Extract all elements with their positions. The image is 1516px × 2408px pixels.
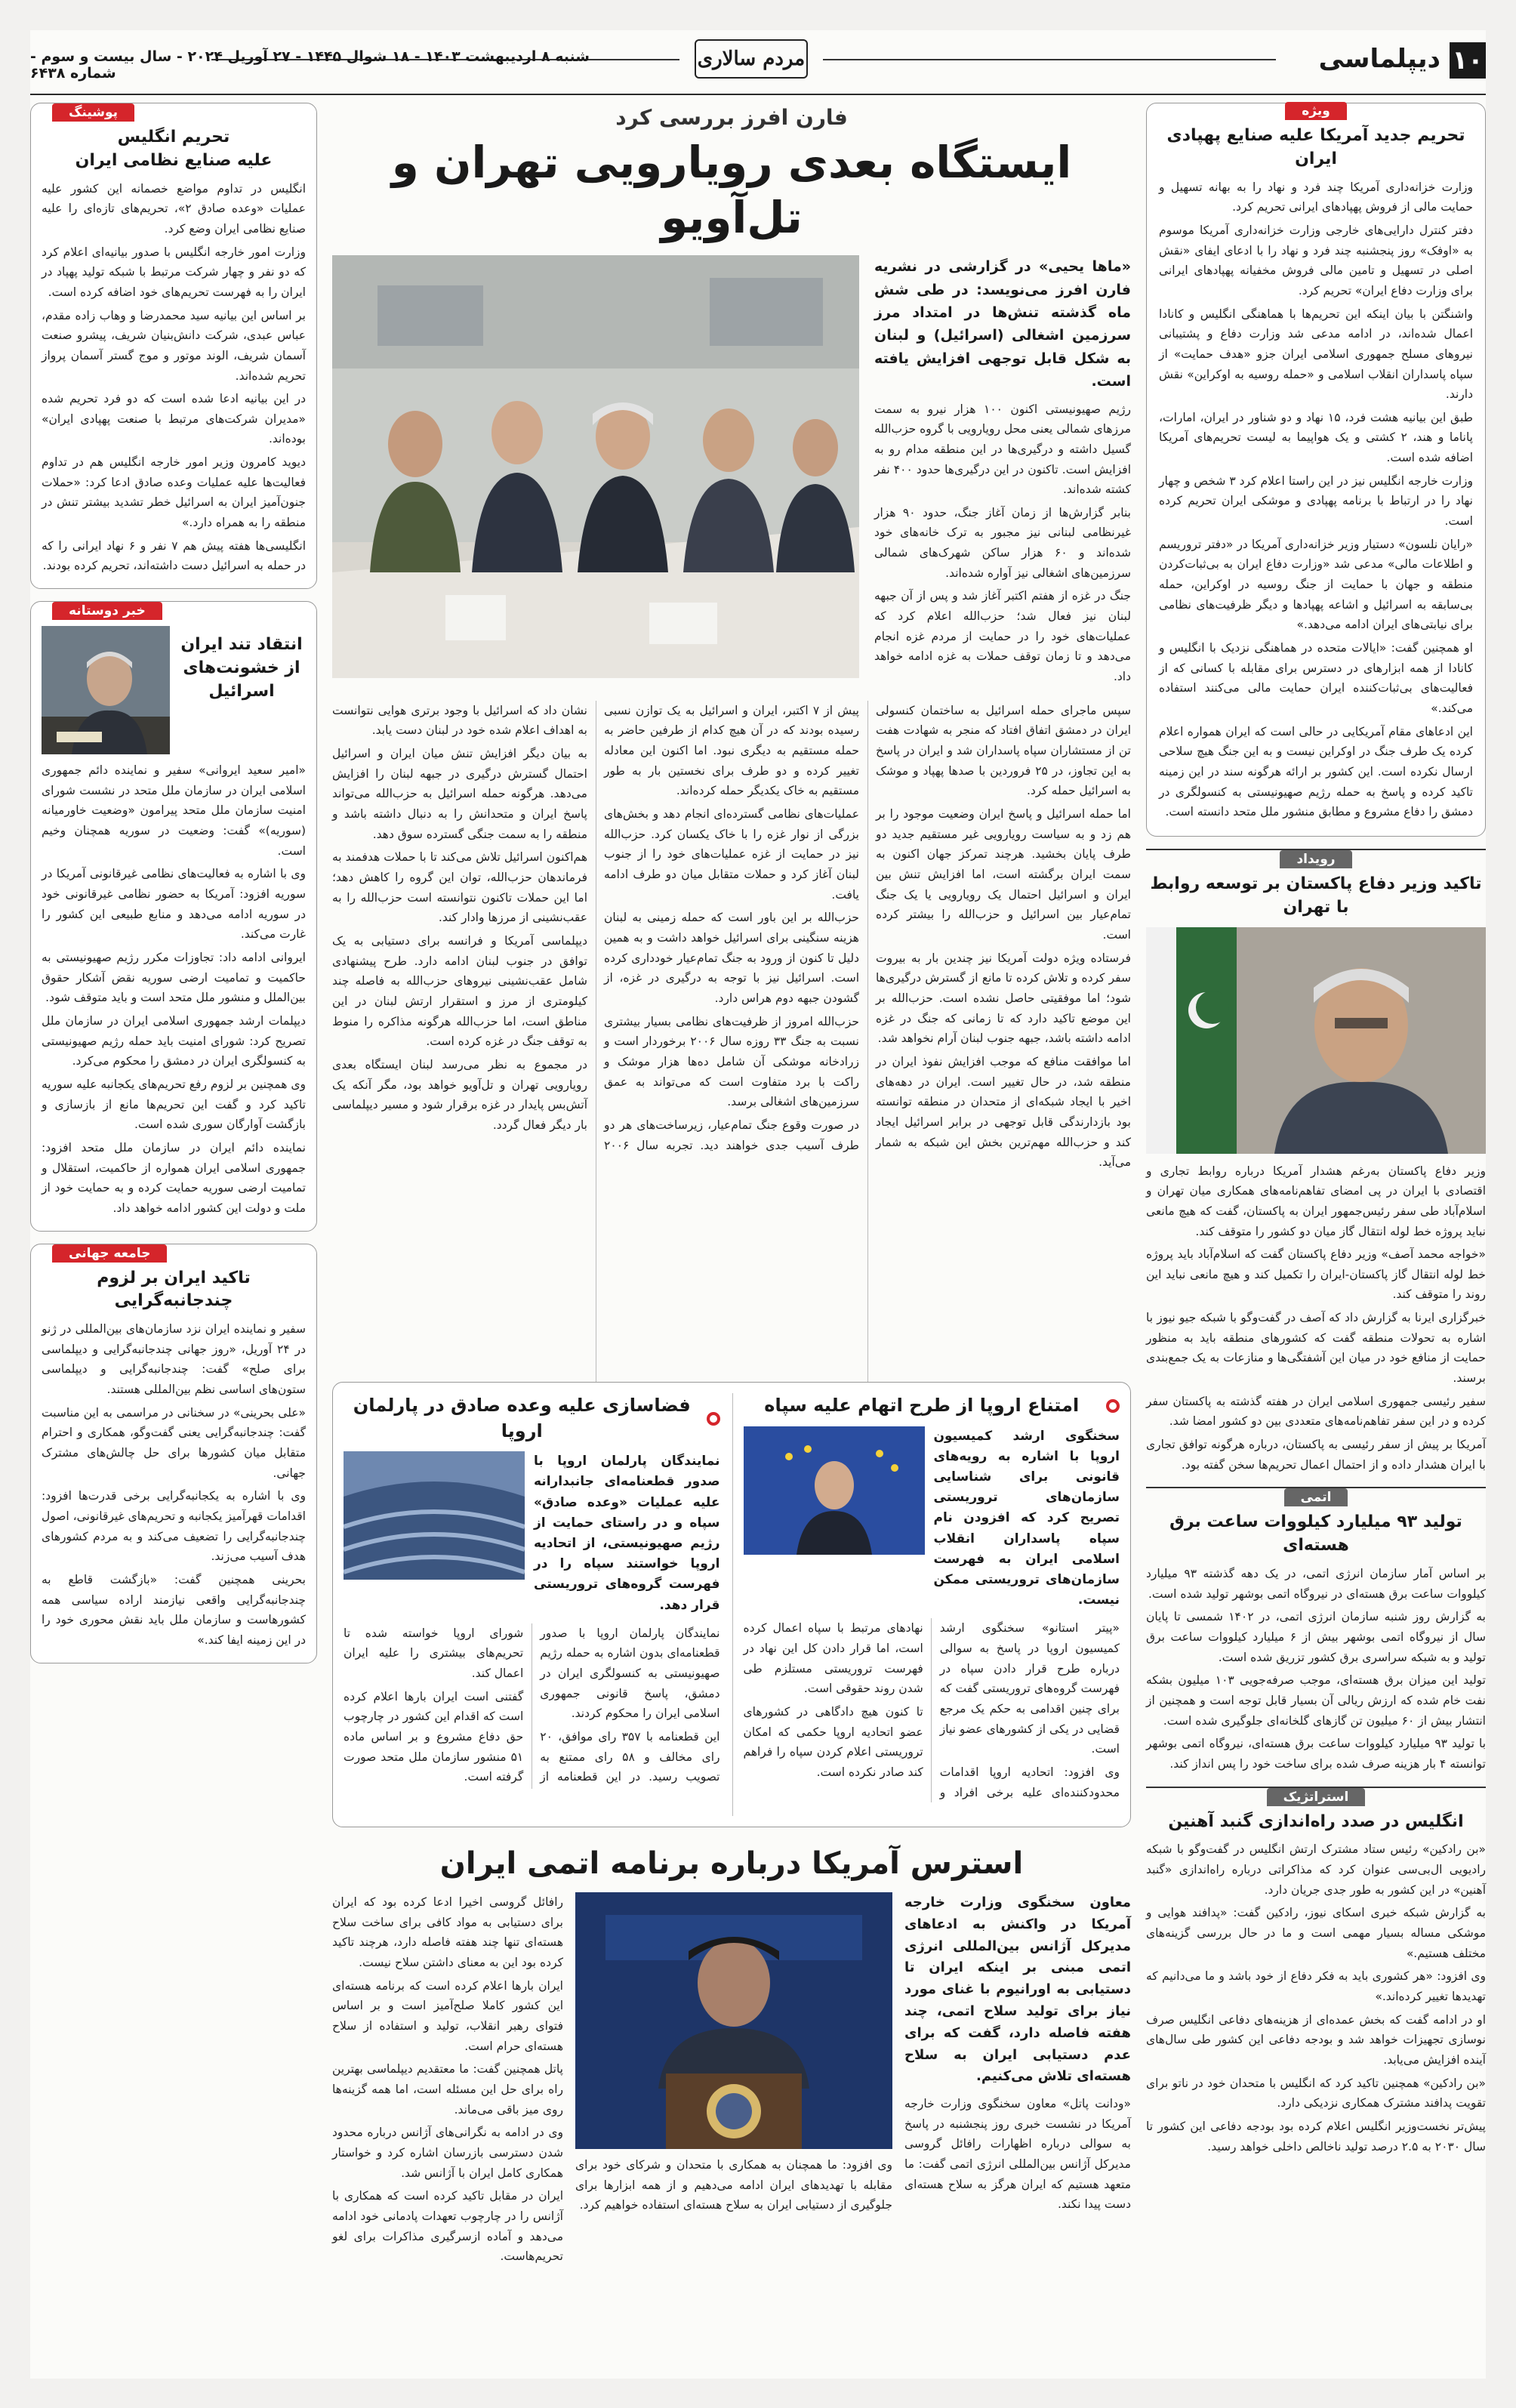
article-body [344,1623,720,1789]
article-header [344,1393,720,1444]
article-body-first [904,2094,1131,2215]
paragraph: «ودانت پاتل» معاون سخنگوی وزارت خارجه آمریکا در نشست خبری روز پنجشنبه در پاسخ به سوالی درباره اظهارات رافائل گروسی مدیرکل آژانس بین‌المللی انرژی اتمی گفت: ما متعهد هستیم که ایران هرگز به سلاح هسته‌ای دست پیدا نکند. [904,2097,1131,2212]
bullet-icon [1106,1399,1120,1413]
article-title: تحریم جدید آمریکا علیه صنایع پهپادی ایران [1166,126,1465,168]
article-iron-dome [1146,1787,1486,2157]
main-story [332,103,1131,1426]
masthead-rule-right [823,59,1276,60]
paragraph: «پیتر استانو» سخنگوی ارشد کمیسیون اروپا در پاسخ به سوالی درباره طرح قرار دادن سپاه در فهرست گروه‌های تروریستی گفت که برای چنین اقدامی به حکم یک مرجع قضایی در یکی از کشورهای عضو نیاز است. [939,1621,1120,1756]
eu-section [332,1382,1131,1827]
paragraph: وزیر دفاع پاکستان به‌رغم هشدار آمریکا درباره روابط تجاری و اقتصادی با ایران در پی امضای تفاهم‌نامه‌های همکاری میان تهران و اسلام‌آباد طی سفر رئیس‌جمهور ایران به پاکستان، گفت که هیچ مانعی نباید پروژه خط لوله انتقال گاز میان دو کشور را متوقف کند. [1146,1164,1486,1238]
article-photo-column [575,1892,892,2270]
paragraph: واشنگتن با بیان اینکه این تحریم‌ها با هماهنگی انگلیس و کانادا اعمال شده‌اند، در ادامه مدعی شد وزارت دفاع و پشتیبانی نیروهای مسلح جمهوری اسلامی ایران جزو «هدف حمایت» از سپاه پاسداران انقلاب اسلامی و «حمله روسیه به اوکراین» نقش دارند. [1159,307,1473,402]
paragraph: وی در ادامه به نگرانی‌های آژانس درباره محدود شدن دسترسی بازرسان اشاره کرد و خواستار همکاری کامل ایران با آژانس شد. [332,2126,563,2180]
page-number: ۱۰ [1450,42,1486,79]
article-body [1159,177,1473,822]
article-body [42,1319,306,1651]
article-lead-column [904,1892,1131,2270]
paragraph: حزب‌الله امروز از ظرفیت‌های نظامی بسیار بیشتری نسبت به جنگ ۳۳ روزه سال ۲۰۰۶ برخوردار است و زرادخانه موشکی آن شامل ده‌ها هزار موشک و راکت با برد متفاوت است که می‌تواند به عمق سرزمین‌های اشغالی برسد. [604,1014,859,1109]
article-pakistan [1146,849,1486,1475]
paragraph: ایران در مقابل تاکید کرده است که همکاری با آژانس را در چارچوب تعهدات پادمانی خود ادامه می‌دهد و آماده ازسرگیری مذاکرات برای لغو تحریم‌هاست. [332,2189,563,2264]
article-body-rest [332,1892,563,2267]
article-top [344,1451,720,1616]
main-lead: «ماها یحیی» در گزارشی در نشریه فارن افرز می‌نویسد: در طی شش ماه گذشته تنش‌ها در امتداد مرز سرزمین اشغالی (اسرائیل) و لبنان به شکل قابل توجهی افزایش یافته است. [874,258,1131,390]
paragraph: در این بیانیه ادعا شده است که دو فرد تحریم شده «مدیران شرکت‌های مرتبط با صنعت پهپادی ایران» بوده‌اند. [42,392,306,446]
main-top-row [332,255,1131,690]
paragraph: حزب‌الله بر این باور است که حمله زمینی به لبنان هزینه سنگینی برای اسرائیل خواهد داشت و به همین دلیل تا کنون از ورود به جنگ تمام‌عیار خودداری کرده است. اسرائیل نیز با توجه به درگیری در غزه، از گشودن جبهه دوم هراس دارد. [604,911,859,1005]
article-nuclear-power [1146,1487,1486,1774]
paragraph: بنابر گزارش‌ها از زمان آغاز جنگ، حدود ۹۰ هزار غیرنظامی لبنانی نیز مجبور به ترک خانه‌های خود شده‌اند و ۶۰ هزار ساکن شهرک‌های شمالی سرزمین‌های اشغالی نیز آواره شده‌اند. [874,505,1132,580]
article-body [1146,1564,1486,1774]
article-body [744,1618,1120,1802]
paragraph: فرستاده ویژه دولت آمریکا نیز چندین بار به بیروت سفر کرده و تلاش کرده تا مانع از گسترش درگیری‌ها شود؛ اما موفقیتی حاصل نشده است. حزب‌الله بر این موضع تاکید دارد که تا زمانی که جنگ در غزه ادامه داشته باشد، جبهه جنوب لبنان آرام نخواهد شد. [876,951,1131,1046]
left-column [30,103,317,1663]
paragraph: سفیر و نماینده ایران نزد سازمان‌های بین‌المللی در ژنو در ۲۴ آوریل، «روز جهانی چندجانبه‌گرایی و دیپلماسی برای صلح» گفت: چندجانبه‌گرایی و دیپلماسی ستون‌های اساسی نظم بین‌المللی هستند. [42,1322,306,1397]
parliament-photo [344,1451,525,1580]
article-body-column [332,1892,563,2270]
parliament-photo-art [344,1451,525,1580]
article-tag: پوشینگ [52,103,134,122]
section-name: دیپلماسی [1318,44,1441,74]
paragraph: بر اساس آمار سازمان انرژی اتمی، در یک دهه گذشته ۹۳ میلیارد کیلووات ساعت برق هسته‌ای در نیروگاه اتمی بوشهر تولید شده است. [1146,1566,1486,1601]
masthead [30,30,1486,95]
cabinet-photo-art [332,255,859,678]
article-tag: اتمی [1284,1488,1348,1506]
paragraph: آمریکا بر پیش از سفر رئیسی به پاکستان، درباره هرگونه توافق تجاری با ایران هشدار داده و از احتمال اعمال تحریم‌ها سخن گفته بود. [1146,1438,1486,1472]
paragraph: به گزارش روز شنبه سازمان انرژی اتمی، در ۱۴۰۲ شمسی تا پایان سال از نیروگاه اتمی بوشهر بیش از ۶ میلیارد کیلووات ساعت برق تولید و به شبکه سراسری برق کشور تزریق شده است. [1146,1610,1486,1664]
paragraph: عملیات‌های نظامی گسترده‌ای انجام دهد و بخش‌های بزرگی از نوار غزه را با خاک یکسان کرد. حزب‌الله نیز در حمایت از غزه عملیات‌های خود را از جنوب لبنان آغاز کرد و حملات متقابل میان دو طرف ادامه یافت. [604,807,859,902]
main-body-first [874,399,1131,687]
paragraph: بحرینی همچنین گفت: «بازگشت قاطع به چندجانبه‌گرایی واقعی نیازمند اراده سیاسی همه کشورهاست و سازمان ملل باید نقش محوری خود را در این زمینه ایفا کند.» [42,1572,306,1647]
issue-line: شنبه ۸ اردیبهشت ۱۴۰۳ - ۱۸ شوال ۱۴۴۵ - ۲۷ آوریل ۲۰۲۴ - سال بیست و سوم - شماره ۶۴۳۸ [30,48,590,82]
article-eu-parliament [344,1393,720,1816]
paragraph: به گزارش شبکه خبری اسکای نیوز، رادکین گفت: «پدافند هوایی و موشکی مساله بسیار مهمی است و ما در حال بررسی گزینه‌های مختلف هستیم.» [1146,1906,1486,1960]
newspaper-logo: مردم سالاری [695,39,808,79]
right-column [1146,103,1486,2160]
article-lead: معاون سخنگوی وزارت خارجه آمریکا در واکنش به ادعاهای مدیرکل آژانس بین‌المللی انرژی اتمی مبنی بر اینکه ایران تا دستیابی به اورانیوم با غنای مورد نیاز برای تولید سلاح اتمی، چند هفته فاصله دارد، گفت که برای عدم دستیابی ایران به سلاح هسته‌ای تلاش می‌کنیم. [904,1895,1131,2085]
paragraph: بر اساس این بیانیه سید محمدرضا و وهاب زاده مقدم، عباس عبدی، شرکت دانش‌بنیان شریف، پیشرو صنعت آسمان شریف، الوند موتور و موج گستر آسمان پرواز تحریم شده‌اند. [42,308,306,383]
newspaper-page [30,30,1486,2379]
paragraph: وزارت امور خارجه انگلیس با صدور بیانیه‌ای اعلام کرد که دو نفر و چهار شرکت مرتبط با شبکه تولید پهپاد در ایران را به فهرست تحریم‌های خود اضافه کرده است. [42,245,306,299]
article-lead: سخنگوی ارشد کمیسیون اروپا با اشاره به رویه‌های قانونی برای شناسایی سازمان‌های تروریستی تصریح کرد که افزودن نام سپاه پاسداران انقلاب اسلامی ایران به فهرست سازمان‌های تروریستی ممکن نیست. [933,1428,1120,1608]
stano-photo-art [744,1426,925,1555]
paragraph: گفتنی است ایران بارها اعلام کرده است که اقدام این کشور در چارچوب حق دفاع مشروع و بر اساس ماده ۵۱ منشور سازمان ملل متحد صورت گرفته است. [344,1689,524,1784]
paragraph: «خواجه محمد آصف» وزیر دفاع پاکستان گفت که اسلام‌آباد باید پروژه خط لوله انتقال گاز پاکستان-ایران را تکمیل کند و هیچ مانعی نباید این روند را متوقف کند. [1146,1247,1486,1302]
paragraph: پیش‌تر نخست‌وزیر انگلیس اعلام کرده بود بودجه دفاعی این کشور تا سال ۲۰۳۰ به ۲.۵ درصد تولید ناخالص داخلی خواهد رسید. [1146,2119,1486,2154]
paragraph: پاتل همچنین گفت: ما معتقدیم دیپلماسی بهترین راه برای حل این مسئله است، اما همه گزینه‌ها روی میز باقی می‌ماند. [332,2062,563,2117]
main-body-columns [332,701,1131,1426]
paragraph: وی افزود: «هر کشوری باید به فکر دفاع از خود باشد و ما می‌دانیم که تهدیدها تغییر کرده‌اند.» [1146,1969,1486,2003]
paragraph: دفتر کنترل دارایی‌های خارجی وزارت خزانه‌داری آمریکا موسوم به «اوفک» روز پنجشنبه چند فرد و نهاد را با ادعای ایفای «نقش اصلی در تسهیل و تامین مالی فروش مخفیانه پهپادهای ایرانی برای وزارت دفاع ایران» تحریم کرد. [1159,223,1473,298]
article-drone-sanctions [1146,103,1486,837]
article-iravani [30,601,317,1231]
article-multilateralism [30,1244,317,1663]
paragraph: وی افزود: اتحادیه اروپا اقدامات محدودکننده‌ای علیه برخی افراد و نهادهای مرتبط با سپاه اعمال کرده است، اما قرار دادن کل این نهاد در فهرست تروریستی مستلزم طی شدن روند حقوقی است. [743,1621,1120,1799]
article-body [42,179,306,576]
article-body [1146,1161,1486,1475]
article-title: فضاسازی علیه وعده صادق در پارلمان اروپا [353,1395,691,1441]
article-tag: خبر دوستانه [52,602,162,620]
main-kicker: فارن افرز بررسی کرد [615,105,848,130]
asif-photo-art [1146,927,1486,1154]
article-body [42,760,306,1218]
article-title: انگلیس در صدد راه‌اندازی گنبد آهنین [1168,1811,1464,1831]
paragraph: رژیم صهیونیستی اکنون ۱۰۰ هزار نیرو به سمت مرزهای شمالی یعنی محل رویارویی با گروه حزب‌الله گسیل داشته و درگیری‌ها در این منطقه مدام رو به افزایش است. تاکنون در این درگیری‌ها حدود ۴۰۰ نفر کشته شده‌اند. [874,402,1132,497]
paragraph: وی افزود: ما همچنان به همکاری با متحدان و شرکای خود برای مقابله با تهدیدهای ایران ادامه می‌دهیم و از همه ابزارها برای جلوگیری از دستیابی ایران به سلاح هسته‌ای استفاده خواهیم کرد. [575,2158,892,2212]
paragraph: انگلیس در تداوم مواضع خصمانه این کشور علیه عملیات «وعده صادق ۲»، تحریم‌های تازه‌ای را علیه صنایع نظامی ایران وضع کرد. [42,181,306,236]
main-headline: ایستگاه بعدی رویارویی تهران و تل‌آویو [391,137,1072,243]
cabinet-photo [332,255,859,678]
paragraph: طبق این بیانیه هشت فرد، ۱۵ نهاد و دو شناور در ایران، امارات، پاناما و هند، ۲ کشتی و یک هواپیما به لیست تحریم‌های آمریکا اضافه شده است. [1159,410,1473,465]
article-us-nuclear [332,1842,1131,2371]
paragraph: به بیان دیگر افزایش تنش میان ایران و اسرائیل احتمال گسترش درگیری در جبهه لبنان را افزایش می‌دهد. هرگونه حمله اسرائیل به حزب‌الله می‌تواند پاسخ ایران و متحدانش را به دنبال داشته باشد و منطقه را به سمت جنگی گسترده سوق دهد. [332,747,587,841]
paragraph: رافائل گروسی اخیرا ادعا کرده بود که ایران برای دستیابی به مواد کافی برای ساخت سلاح هسته‌ای تنها چند هفته فاصله دارد، هرچند تاکید کرده بود این به معنای داشتن سلاح نیست. [332,1895,563,1969]
article-top [744,1426,1120,1611]
iravani-photo [42,626,170,754]
article-title: تاکید وزیر دفاع پاکستان بر توسعه روابط با تهران [1150,874,1482,917]
paragraph: هم‌اکنون اسرائیل تلاش می‌کند تا با حملات هدفمند به فرماندهان حزب‌الله، توان این گروه را کاهش دهد؛ اما این حملات تاکنون نتوانسته است حزب‌الله را به عقب‌نشینی از مرزها وادار کند. [332,850,587,925]
article-title: امتناع اروپا از طرح اتهام علیه سپاه [764,1395,1080,1416]
paragraph: دیپلماسی آمریکا و فرانسه برای دستیابی به یک توافق در جنوب لبنان ادامه دارد. طرح پیشنهادی شامل عقب‌نشینی نیروهای حزب‌الله به فاصله چند کیلومتری از مرز و استقرار ارتش لبنان در این مناطق است، اما حزب‌الله هرگونه مذاکره را منوط به توقف جنگ در غزه کرده است. [332,933,587,1049]
patel-photo [575,1892,892,2149]
paragraph: خبرگزاری ایرنا به گزارش داد که آصف در گفت‌وگو با شبکه جیو نیوز با اشاره به تحولات منطقه گفت که کشورهای منطقه باید به منظور حمایت از منافع خود در میان این آشفتگی‌ها و منازعات به یک جمع‌بندی برسند. [1146,1311,1486,1386]
paragraph: وی با اشاره به یکجانبه‌گرایی برخی قدرت‌ها افزود: اقدامات قهرآمیز یکجانبه و تحریم‌های غیرقانونی، اصول چندجانبه‌گرایی را تضعیف می‌کند و به مردم کشورهای هدف آسیب می‌زند. [42,1489,306,1564]
paragraph: تولید این میزان برق هسته‌ای، موجب صرفه‌جویی ۱۰۳ میلیون بشکه نفت خام شده که ارزش ریالی آن بسیار قابل توجه است و همچنین از انتشار بیش از ۶۰ میلیون تن گازهای گلخانه‌ای جلوگیری شده است. [1146,1673,1486,1728]
paragraph: «بن رادکین» رئیس ستاد مشترک ارتش انگلیس در گفت‌وگو با شبکه رادیویی ال‌بی‌سی عنوان کرد که مذاکراتی درباره راه‌اندازی «گنبد آهنین» در این کشور به طور جدی جریان دارد. [1146,1842,1486,1897]
stano-photo [744,1426,925,1555]
article-title: تولید ۹۳ میلیارد کیلووات ساعت برق هسته‌ای [1169,1512,1462,1555]
paragraph: با تولید ۹۳ میلیارد کیلووات ساعت برق هسته‌ای، نیروگاه اتمی بوشهر توانسته ۴ بار هزینه صرف شده برای ساخت خود را پس انداز کند. [1146,1737,1487,1771]
article-row [332,1892,1131,2270]
paragraph: نماینده دائم ایران در سازمان ملل متحد افزود: جمهوری اسلامی ایران همواره از حاکمیت، استقلال و تمامیت ارضی سوریه حمایت کرده و به حمایت خود از ملت و دولت این کشور ادامه خواهد داد. [42,1140,306,1215]
paragraph: ایران بارها اعلام کرده است که برنامه هسته‌ای این کشور کاملا صلح‌آمیز است و بر اساس فتوای رهبر انقلاب، تولید و استفاده از سلاح هسته‌ای حرام است. [332,1978,563,2053]
paragraph: وی با اشاره به فعالیت‌های نظامی غیرقانونی آمریکا در سوریه افزود: آمریکا به حضور نظامی غیرقانونی خود در سوریه ادامه می‌دهد و منابع طبیعی این کشور را غارت می‌کند. [42,867,306,942]
paragraph: «علی بحرینی» در سخنانی در مراسمی به این مناسبت گفت: چندجانبه‌گرایی یعنی گفت‌وگو، همکاری و احترام متقابل میان کشورها برای حل چالش‌های مشترک جهانی. [42,1405,306,1480]
article-body [1146,1839,1486,2157]
paragraph: وی همچنین بر لزوم رفع تحریم‌های یکجانبه علیه سوریه تاکید کرد و گفت این تحریم‌ها مانع از بازسازی و بازگشت آوارگان سوری شده است. [42,1077,306,1132]
paragraph: نمایندگان پارلمان اروپا با صدور قطعنامه‌ای بدون اشاره به حمله رژیم صهیونیستی به کنسولگری ایران در دمشق، پاسخ قانونی جمهوری اسلامی ایران را محکوم کردند. [540,1626,720,1721]
article-tag: استراتژیک [1267,1788,1366,1806]
paragraph: اما حمله اسرائیل و پاسخ ایران وضعیت موجود را بر هم زد و به سیاست رویارویی غیر مستقیم جدید دو طرف پایان بخشید. هرچند تمرکز جهان اکنون به سمت ایران برگشته است، اما افزایش تنش بین ایران و اسرائیل احتمال یک رویارویی یا یک جنگ تمام‌عیار بین اسرائیل و حزب‌الله را بیشتر کرده است. [876,807,1131,942]
paragraph: انگلیسی‌ها هفته پیش هم ۷ نفر و ۶ نهاد ایرانی را که در حمله به اسرائیل دست داشته‌اند، تحریم کرده بودند. [42,538,307,573]
article-header [744,1393,1120,1419]
iravani-photo-art [42,626,170,754]
paragraph: «رایان نلسون» دستیار وزیر خزانه‌داری آمریکا در «دفتر تروریسم و اطلاعات مالی» مدعی شد «وزارت دفاع ایران به بی‌ثبات‌کردن منطقه و جهان با حمایت از جنگ روسیه در اوکراین، حمله بی‌سابقه به اسرائیل و اشاعه پهپادها و دیگر ظرفیت‌های نظامی برای نیابتی‌های ایران ادامه می‌دهد.» [1159,537,1473,632]
paragraph: این قطعنامه با ۳۵۷ رای موافق، ۲۰ رای مخالف و ۵۸ رای ممتنع به تصویب رسید. در این قطعنامه از شورای اروپا خواسته شده تا تحریم‌های بیشتری را علیه ایران اعمال کند. [344,1626,720,1784]
paragraph: سپس ماجرای حمله اسرائیل به ساختمان کنسولی ایران در دمشق اتفاق افتاد که منجر به شهادت هفت تن از مستشاران سپاه پاسداران شد و ایران در پاسخ به این تجاوز، در ۲۵ فروردین با صدها پهپاد و موشک به اسرائیل حمله کرد. [876,703,1132,798]
bullet-icon [707,1412,720,1426]
patel-photo-art [575,1892,892,2149]
paragraph: «امیر سعید ایروانی» سفیر و نماینده دائم جمهوری اسلامی ایران در سازمان ملل متحد در نشست شورای امنیت سازمان ملل متحد پیرامون «وضعیت خاورمیانه (سوریه)» گفت: وضعیت در سوریه همچنان وخیم است. [42,763,306,858]
paragraph: او در ادامه گفت که بخش عمده‌ای از هزینه‌های دفاعی انگلیس صرف نوسازی تجهیزات خواهد شد و بودجه دفاعی این کشور طی سال‌های آینده افزایش می‌یابد. [1146,2012,1486,2067]
paragraph: وزارت خزانه‌داری آمریکا چند فرد و نهاد را به بهانه تسهیل و حمایت مالی از فروش پهپادهای ایرانی تحریم کرد. [1159,180,1473,214]
paragraph: وزارت خارجه انگلیس نیز در این راستا اعلام کرد ۳ شخص و چهار نهاد را در ارتباط با برنامه پهپادی و موشکی ایران تحریم کرده است. [1159,473,1474,529]
article-tag: ویژه [1285,102,1347,120]
paragraph: او همچنین گفت: «ایالات متحده در هماهنگی نزدیک با انگلیس و کانادا از همه ابزارهای در دسترس برای مقابله با کسانی که از فعالیت‌های بی‌ثبات‌کننده ایران حمایت مالی می‌کنند استفاده می‌کند.» [1159,641,1473,715]
article-eu-refusal [732,1393,1120,1816]
article-lead: نمایندگان پارلمان اروپا با صدور قطعنامه‌ای جانبدارانه علیه عملیات «وعده صادق» سپاه و در راستای حمایت از رژیم صهیونیستی، از اتحادیه اروپا خواستند سپاه را در فهرست گروه‌های تروریستی قرار دهد. [534,1454,720,1613]
paragraph: ایروانی ادامه داد: تجاوزات مکرر رژیم صهیونیستی به حاکمیت و تمامیت ارضی سوریه نقض آشکار حقوق بین‌الملل و منشور ملل متحد است و باید متوقف شود. [42,950,306,1005]
paragraph: این ادعاهای مقام آمریکایی در حالی است که ایران همواره اعلام کرده یک طرف جنگ در اوکراین نیست و به این جنگ هیچ سلاحی ارسال نکرده است. این کشور بر ارائه هرگونه سند در این زمینه تاکید کرده و پاسخ به حمله رژیم صهیونیستی به کنسولگری در دمشق را دفاع مشروع و مطابق منشور ملل متحد دانسته است. [1159,724,1473,819]
article-title: علیه صنایع نظامی ایران [75,150,273,170]
asif-photo [1146,927,1486,1154]
article-body-middle [575,2155,892,2215]
main-lead-column [874,255,1131,690]
paragraph: سفیر رئیسی جمهوری اسلامی ایران در هفته گذشته به پاکستان سفر کرده و در این سفر تفاهم‌نامه‌های متعددی بین دو کشور امضا شد. [1146,1394,1486,1429]
article-tag: جامعه جهانی [52,1244,167,1263]
article-title: انتقاد تند ایران از خشونت‌های اسرائیل [180,635,303,701]
article-uk-sanctions [30,103,317,589]
article-header [42,626,306,754]
paragraph: در مجموع به نظر می‌رسد لبنان ایستگاه بعدی رویارویی تهران و تل‌آویو خواهد بود، مگر آنکه یک آتش‌بس پایدار در غزه برقرار شود و مسیر دیپلماسی بار دیگر فعال گردد. [332,1057,587,1132]
paragraph: دیوید کامرون وزیر امور خارجه انگلیس هم در تداوم فعالیت‌ها علیه عملیات وعده صادق ادعا کرد: «حملات جنون‌آمیز ایران به اسرائیل خطر تشدید بیشتر تنش در منطقه را به همراه دارد.» [42,455,306,530]
eu-row [344,1393,1120,1816]
paragraph: دیپلمات ارشد جمهوری اسلامی ایران در سازمان ملل تصریح کرد: شورای امنیت باید حمله رژیم صهیونیستی به کنسولگری ایران در دمشق را محکوم می‌کرد. [42,1013,306,1068]
article-title: تاکید ایران بر لزوم چندجانبه‌گرایی [97,1268,251,1311]
article-kicker: تحریم انگلیس [117,128,230,146]
article-title: استرس آمریکا درباره برنامه اتمی ایران [439,1846,1024,1881]
paragraph: در صورت وقوع جنگ تمام‌عیار، زیرساخت‌های هر دو طرف آسیب جدی خواهند دید. تجربه سال ۲۰۰۶ نشان داد که اسرائیل با وجود برتری هوایی نتوانست به اهداف اعلام شده خود در لبنان دست یابد. [332,703,859,1152]
paragraph: اما موافقت منافع که موجب افزایش نفوذ ایران در منطقه شد، در حال تغییر است. ایران در دهه‌های اخیر با ایجاد شبکه‌ای از متحدان در منطقه توانسته بود بازدارندگی قابل توجهی در برابر اسرائیل ایجاد کند و حزب‌الله مهم‌ترین بخش این شبکه به شمار می‌آید. [876,1054,1131,1170]
paragraph: پیش از ۷ اکتبر، ایران و اسرائیل به یک توازن نسبی رسیده بودند که در آن هیچ کدام از طرفین حاضر به حمله مستقیم به دیگری نبود. اما اکنون این معادله تغییر کرده و دو طرف برای نخستین بار به طور مستقیم به خاک یکدیگر حمله کرده‌اند. [604,703,859,798]
paragraph: «بن رادکین» همچنین تاکید کرد که انگلیس با متحدان خود در ناتو برای تقویت پدافند مشترک همکاری نزدیکی دارد. [1146,2076,1486,2110]
paragraph: تا کنون هیچ دادگاهی در کشورهای عضو اتحادیه اروپا حکمی که امکان تروریستی اعلام کردن سپاه را فراهم کند صادر نکرده است. [743,1704,923,1779]
paragraph: جنگ در غزه از هفتم اکتبر آغاز شد و پس از آن جبهه لبنان نیز فعال شد؛ حزب‌الله اعلام کرد که عملیات‌های خود را در حمایت از مردم غزه انجام می‌دهد و تا زمان توقف حملات به غزه ادامه خواهد داد. [874,589,1131,684]
article-tag: رویداد [1280,850,1351,868]
